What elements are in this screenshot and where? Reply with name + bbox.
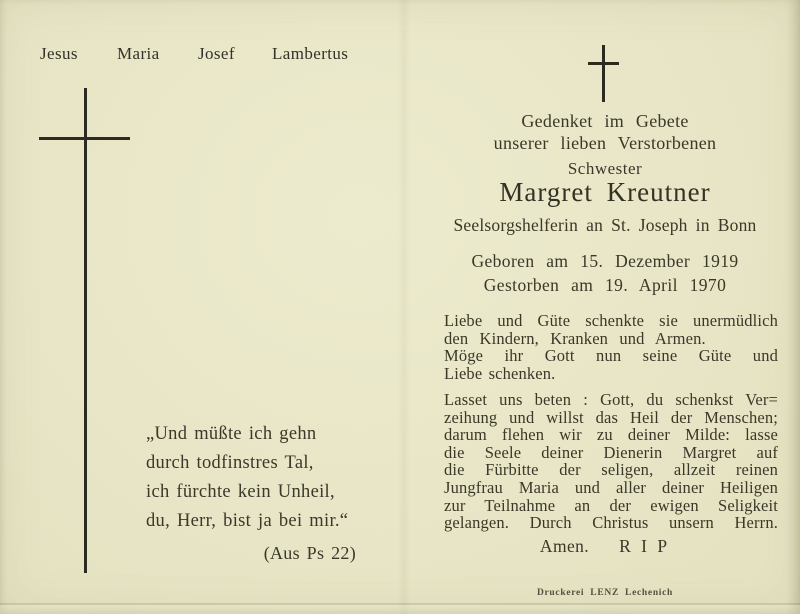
tribute-line: Möge ihr Gott nun seine Güte und xyxy=(444,346,778,366)
scan-bottom-strip xyxy=(0,605,800,614)
small-cross-horizontal-bar xyxy=(588,62,619,65)
invocation-name-maria: Maria xyxy=(117,44,160,63)
psalm-quote xyxy=(146,420,356,568)
prayer-line: die Seele deiner Dienerin Margret auf xyxy=(444,442,778,462)
prayer-paragraph xyxy=(444,391,778,532)
psalm-quote-line: „Und müßte ich gehn xyxy=(146,424,317,444)
deceased-name: Margret Kreutner xyxy=(499,177,711,207)
prayer-line: die Fürbitte der seligen, allzeit reinen xyxy=(444,460,778,480)
prayer-line: zur Teilnahme an der ewigen Seligkeit xyxy=(444,495,778,515)
prayer-line: darum flehen wir zu deiner Milde: lasse xyxy=(444,425,778,445)
small-cross-vertical-bar xyxy=(602,45,605,102)
tribute-line: Liebe und Güte schenkte sie unermüdlich xyxy=(444,311,778,330)
invocation-name-lambertus: Lambertus xyxy=(272,44,349,63)
invocation-name-jesus: Jesus xyxy=(40,44,78,63)
rip-text: R I P xyxy=(619,536,671,556)
prayer-line: zeihung und willst das Heil der Menschen; xyxy=(444,407,778,427)
memorial-intro xyxy=(430,110,780,154)
deceased-role: Seelsorgshelferin an St. Joseph in Bonn xyxy=(453,215,757,235)
cross-horizontal-bar xyxy=(39,137,130,140)
amen-row xyxy=(430,536,780,557)
death-date-line: Gestorben am 19. April 1970 xyxy=(483,275,727,295)
cross-vertical-bar xyxy=(84,88,87,573)
memorial-intro-line1: Gedenket im Gebete xyxy=(521,111,689,131)
psalm-quote-line: ich fürchte kein Unheil, xyxy=(146,482,335,502)
center-fold xyxy=(398,0,410,614)
tribute-line: den Kindern, Kranken und Armen. xyxy=(444,328,706,348)
prayer-line: Lasset uns beten : Gott, du schenkst Ver= xyxy=(444,390,778,409)
prayer-line: Jungfrau Maria und aller deiner Heiligen xyxy=(444,477,778,497)
memorial-intro-line2: unserer lieben Verstorbenen xyxy=(493,133,717,153)
psalm-quote-line: durch todfinstres Tal, xyxy=(146,453,314,473)
psalm-quote-line: du, Herr, bist ja bei mir.“ xyxy=(146,511,349,531)
printer-imprint: Druckerei LENZ Lechenich xyxy=(536,588,674,598)
prayer-line: gelangen. Durch Christus unsern Herrn. xyxy=(444,513,778,533)
invocation-name-josef: Josef xyxy=(198,44,235,63)
tribute-paragraph xyxy=(444,312,778,382)
deceased-title: Schwester xyxy=(567,159,643,178)
birth-date-line: Geboren am 15. Dezember 1919 xyxy=(471,251,739,271)
tribute-line: Liebe schenken. xyxy=(444,363,556,383)
amen-text: Amen. xyxy=(539,536,590,556)
psalm-quote-attribution: (Aus Ps 22) xyxy=(263,543,356,563)
